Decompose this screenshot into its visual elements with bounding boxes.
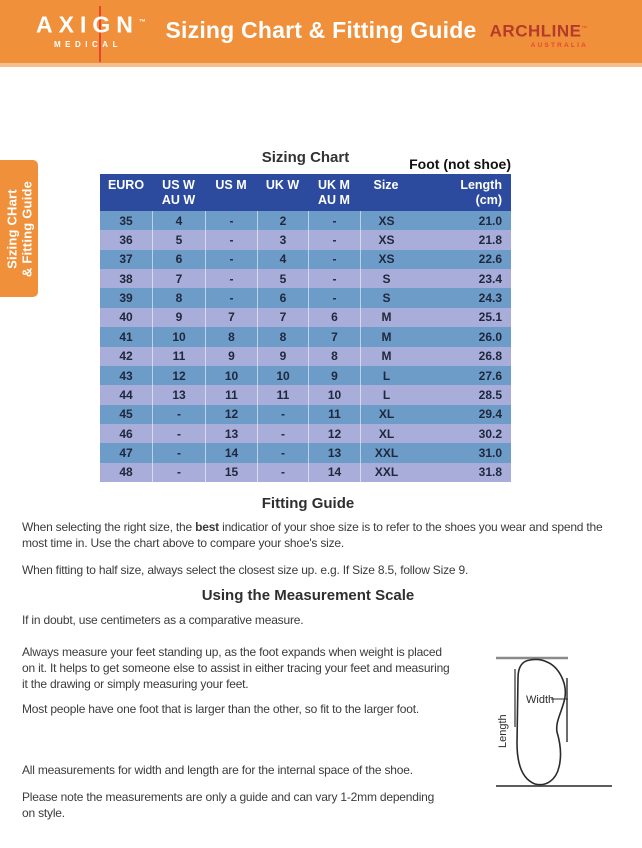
sizing-table-cell: -	[257, 443, 308, 462]
sizing-table-cell: 36	[119, 233, 133, 248]
sizing-table-header	[100, 174, 511, 211]
sizing-table-cell: 29.4	[478, 407, 502, 422]
sizing-table-cell: 31.0	[478, 445, 502, 460]
sizing-table-header-cell: US M	[215, 178, 247, 192]
sizing-table-cell: L	[360, 385, 412, 404]
sizing-table-cell: 10	[205, 366, 257, 385]
axign-trademark: ™	[138, 19, 146, 26]
sizing-chart-title: Sizing Chart	[261, 149, 350, 166]
sizing-table-cell: 5	[257, 269, 308, 288]
text-line: on style.	[22, 806, 65, 820]
sizing-table-cell: -	[152, 463, 205, 482]
sizing-table-cell: S	[360, 288, 412, 307]
fitting-guide-p1-before: When selecting the right size, the	[22, 520, 196, 534]
sizing-table-cell: XL	[360, 424, 412, 443]
side-tab-label	[0, 160, 38, 297]
sizing-table-cell: 11	[308, 405, 360, 424]
sizing-table-cell: 13	[205, 424, 257, 443]
sizing-table-cell: 11	[152, 347, 205, 366]
sizing-table-cell: XS	[360, 250, 412, 269]
sizing-table-cell: 26.0	[478, 329, 502, 344]
sizing-table-cell: 39	[119, 291, 133, 306]
sizing-table-cell: 9	[257, 347, 308, 366]
sizing-table-row	[100, 308, 511, 327]
sizing-table-cell: 2	[257, 211, 308, 230]
sizing-table-cell: -	[308, 250, 360, 269]
sizing-table-cell: L	[360, 366, 412, 385]
sizing-table-cell: 28.5	[478, 387, 502, 402]
sizing-table-cell: 6	[152, 250, 205, 269]
sizing-table-cell: 37	[119, 252, 133, 267]
sizing-table-cell: M	[360, 327, 412, 346]
foot-outline	[517, 659, 565, 784]
sizing-table-cell: -	[308, 211, 360, 230]
sizing-table-cell: 40	[119, 310, 133, 325]
sizing-table-cell: 23.4	[478, 271, 502, 286]
sizing-table-cell: 7	[257, 308, 308, 327]
page-title: Sizing Chart & Fitting Guide	[165, 17, 477, 43]
sizing-table-cell: 25.1	[478, 310, 502, 325]
sizing-table-cell: -	[257, 463, 308, 482]
sizing-table-cell: 6	[308, 308, 360, 327]
sizing-table-cell: 8	[308, 347, 360, 366]
text-line: it the drawing or simply measuring your feet.	[22, 677, 249, 691]
text-line: Always measure your feet standing up, as the foot expands when weight is placed	[22, 645, 442, 659]
fitting-guide-paragraph-2: When fitting to half size, always select the closest size up. e.g. If Size 8.5, follow Size 9.	[22, 563, 469, 577]
sizing-table-cell: 21.0	[478, 213, 502, 228]
sizing-table-cell: 27.6	[478, 368, 502, 383]
sizing-table-cell: 7	[205, 308, 257, 327]
sizing-table-cell: 30.2	[478, 426, 502, 441]
sizing-table-row	[100, 405, 511, 424]
sizing-table-cell: 13	[308, 443, 360, 462]
fitting-guide-p1-bold: best	[195, 520, 219, 534]
sizing-table-cell: -	[205, 269, 257, 288]
sizing-table-cell: 13	[152, 385, 205, 404]
measurement-paragraph-3: Most people have one foot that is larger than the other, so fit to the larger foot.	[22, 702, 419, 716]
archline-logo	[490, 20, 588, 50]
sizing-table-header-cell: UK W	[265, 178, 300, 192]
text-line: on it. It helps to get someone else to assist in either tracing your feet and measuring	[22, 661, 450, 675]
sizing-table-cell: XS	[360, 230, 412, 249]
text-line: Please note the measurements are only a guide and can vary 1-2mm depending	[22, 790, 435, 804]
side-tab-line1: Sizing CHart	[4, 188, 19, 269]
sizing-table-row	[100, 424, 511, 443]
notes-paragraph-1: All measurements for width and length are for the internal space of the shoe.	[22, 763, 413, 777]
fitting-guide-heading: Fitting Guide	[261, 495, 355, 512]
sizing-table	[100, 174, 511, 482]
measurement-paragraph-1: If in doubt, use centimeters as a comparative measure.	[22, 613, 304, 627]
sizing-table-row	[100, 385, 511, 404]
sizing-table-cell: 4	[152, 211, 205, 230]
sizing-table-cell: 46	[119, 426, 133, 441]
axign-logo	[36, 11, 146, 51]
sizing-table-cell: 26.8	[478, 349, 502, 364]
sizing-table-cell: -	[152, 443, 205, 462]
sizing-table-cell: 43	[119, 368, 133, 383]
sizing-table-header-cell: UK M AU M	[318, 178, 350, 207]
foot-measurement-diagram	[488, 645, 638, 803]
foot-not-shoe-label: Foot (not shoe)	[409, 156, 511, 172]
sizing-table-cell: 6	[257, 288, 308, 307]
sizing-table-cell: 9	[205, 347, 257, 366]
sizing-table-cell: 21.8	[478, 233, 502, 248]
sizing-table-cell: -	[308, 230, 360, 249]
sizing-table-cell: 15	[205, 463, 257, 482]
sizing-table-row	[100, 443, 511, 462]
sizing-table-cell: 5	[152, 230, 205, 249]
measurement-paragraph-2	[22, 644, 492, 692]
sizing-table-cell: 38	[119, 271, 133, 286]
sizing-table-cell: 10	[308, 385, 360, 404]
sizing-table-row	[100, 250, 511, 269]
sizing-table-row	[100, 269, 511, 288]
fitting-guide-paragraph-1	[22, 519, 622, 551]
sizing-table-cell: 3	[257, 230, 308, 249]
sizing-table-cell: 31.8	[478, 465, 502, 480]
sizing-table-cell: XXL	[360, 463, 412, 482]
sizing-table-cell: 14	[308, 463, 360, 482]
sizing-table-cell: -	[308, 269, 360, 288]
sizing-table-cell: -	[205, 230, 257, 249]
length-label: Length	[497, 714, 509, 748]
sizing-table-row	[100, 230, 511, 249]
sizing-table-cell: -	[257, 424, 308, 443]
sizing-table-cell: 10	[257, 366, 308, 385]
sizing-table-row	[100, 463, 511, 482]
sizing-table-body	[100, 211, 511, 482]
sizing-table-cell: 10	[152, 327, 205, 346]
sizing-table-cell: 24.3	[478, 291, 502, 306]
archline-logo-text: ARCHLINE	[489, 21, 582, 41]
sizing-table-row	[100, 366, 511, 385]
sizing-table-cell: 14	[205, 443, 257, 462]
sizing-table-cell: 12	[152, 366, 205, 385]
sizing-table-cell: 9	[152, 308, 205, 327]
sizing-table-cell: 9	[308, 366, 360, 385]
sizing-table-cell: -	[257, 405, 308, 424]
measurement-scale-heading: Using the Measurement Scale	[201, 587, 415, 604]
sizing-table-cell: 35	[119, 213, 133, 228]
sizing-table-row	[100, 288, 511, 307]
sizing-table-cell: -	[205, 288, 257, 307]
sizing-table-cell: XXL	[360, 443, 412, 462]
width-label: Width	[526, 694, 555, 706]
archline-logo-subtext: AUSTRALIA	[530, 41, 588, 49]
fitting-guide-p1-after: indicatior of your shoe size is to refer to the shoes you wear and spend the most time in. Use the chart above to compare your shoe's size.	[22, 520, 603, 550]
sizing-table-cell: 41	[119, 329, 133, 344]
sizing-table-cell: 47	[119, 445, 133, 460]
sizing-table-cell: XL	[360, 405, 412, 424]
sizing-table-cell: 48	[119, 465, 133, 480]
sizing-table-cell: 8	[257, 327, 308, 346]
archline-trademark: ™	[581, 26, 588, 32]
notes-paragraph-2	[22, 789, 492, 821]
sizing-table-cell: -	[205, 211, 257, 230]
axign-logo-subtext: MEDICAL	[54, 39, 122, 49]
sizing-table-row	[100, 327, 511, 346]
sizing-table-header-cell: Size	[373, 178, 399, 192]
axign-logo-text: AXIGN	[36, 11, 139, 38]
sizing-table-cell: -	[205, 250, 257, 269]
sizing-table-header-cell: Length (cm)	[460, 178, 502, 207]
sizing-table-row	[100, 347, 511, 366]
sizing-table-row	[100, 211, 511, 230]
axign-logo-name	[36, 11, 146, 38]
side-tab-line2: & Fitting Guide	[19, 180, 34, 277]
sizing-table-cell: 11	[205, 385, 257, 404]
sizing-table-cell: 11	[257, 385, 308, 404]
sizing-table-cell: 42	[119, 349, 133, 364]
sizing-table-cell: XS	[360, 211, 412, 230]
sizing-table-cell: M	[360, 347, 412, 366]
sizing-table-header-cell: EURO	[107, 178, 145, 192]
sizing-table-cell: 45	[119, 407, 133, 422]
side-tab-sizing-chart	[0, 160, 38, 297]
sizing-table-cell: 8	[205, 327, 257, 346]
archline-logo-name	[490, 20, 588, 41]
sizing-table-cell: -	[308, 288, 360, 307]
sizing-table-cell: -	[152, 405, 205, 424]
sizing-table-cell: 7	[308, 327, 360, 346]
header-banner	[0, 0, 642, 63]
sizing-table-cell: 4	[257, 250, 308, 269]
sizing-table-cell: 44	[119, 387, 133, 402]
sizing-table-cell: M	[360, 308, 412, 327]
sizing-table-cell: 12	[205, 405, 257, 424]
sizing-table-header-cell: US W AU W	[161, 178, 196, 207]
sizing-table-cell: 7	[152, 269, 205, 288]
sizing-table-cell: 8	[152, 288, 205, 307]
sizing-table-cell: 12	[308, 424, 360, 443]
banner-accent-strip	[0, 63, 642, 67]
sizing-table-cell: -	[152, 424, 205, 443]
sizing-table-cell: S	[360, 269, 412, 288]
sizing-table-cell: 22.6	[478, 252, 502, 267]
